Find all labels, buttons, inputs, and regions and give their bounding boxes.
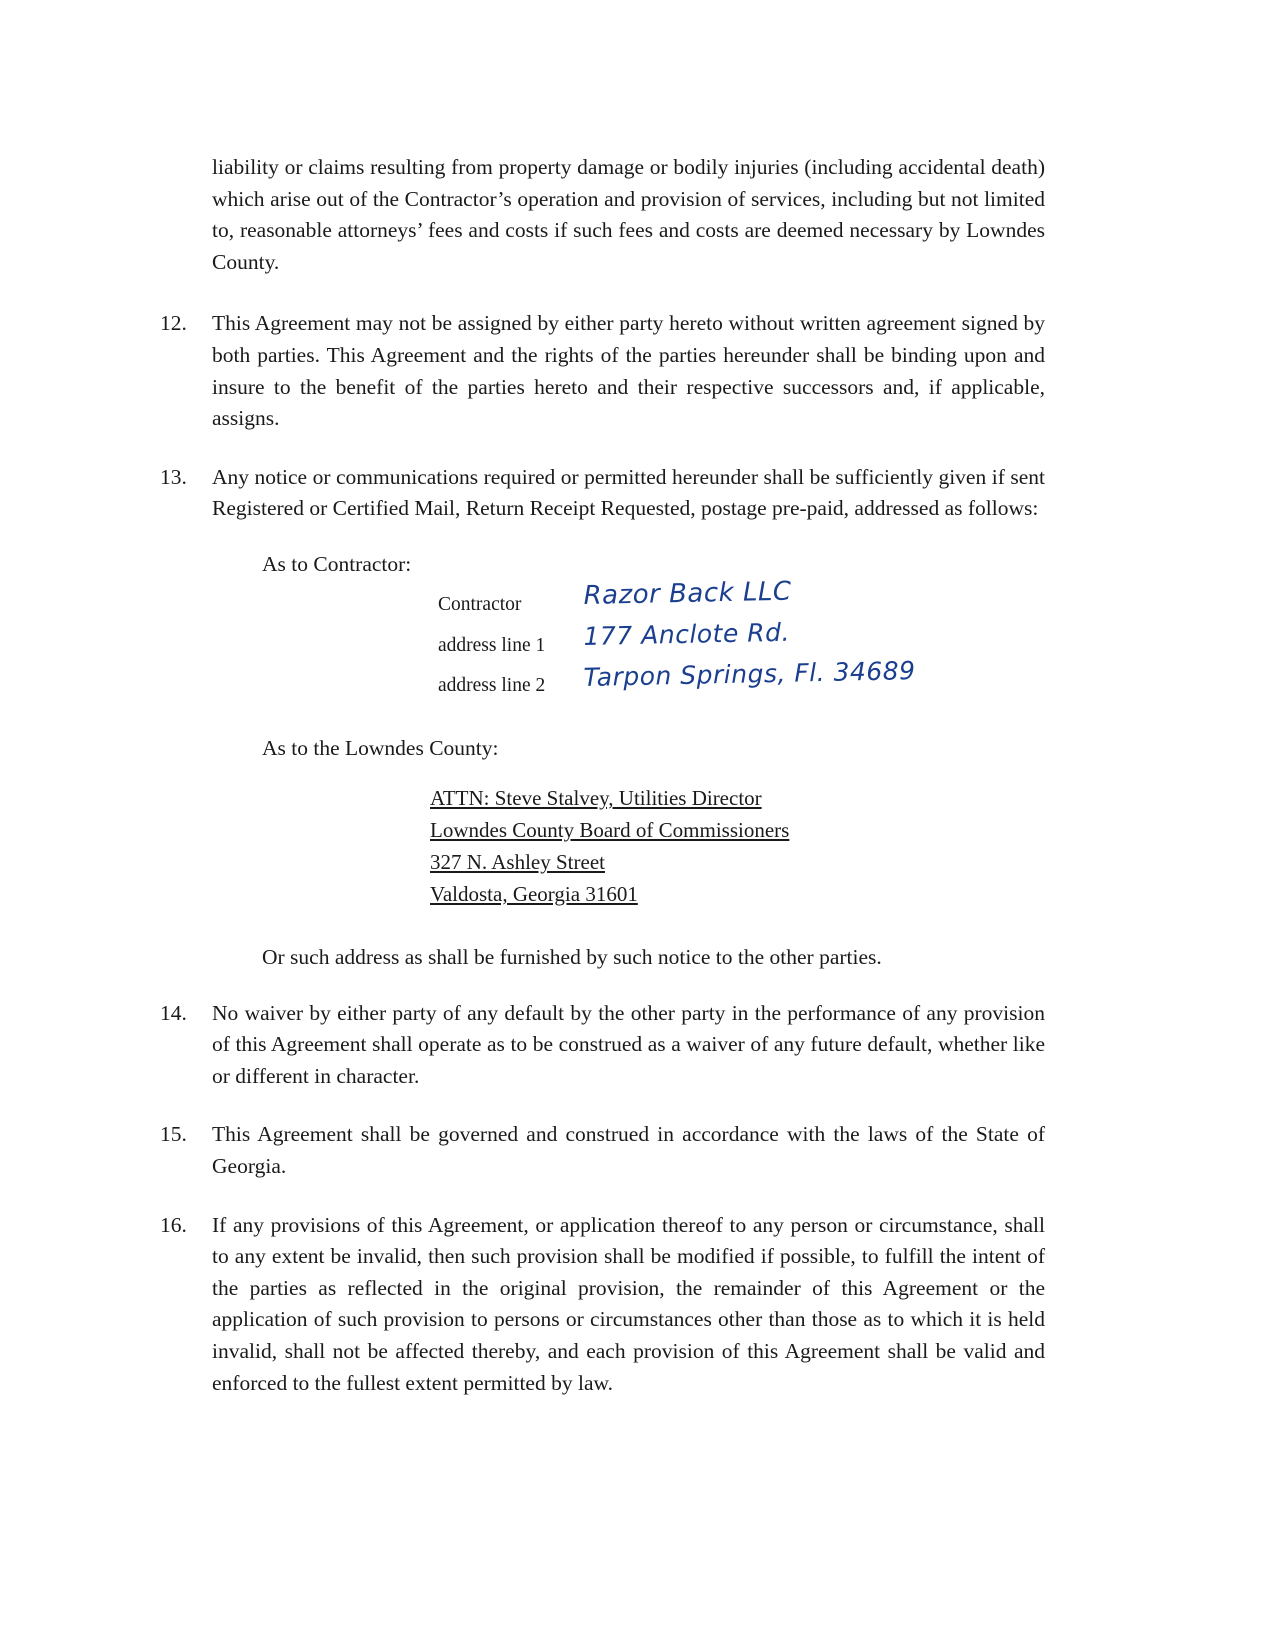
address-line-2-value: Tarpon Springs, Fl. 34689 <box>583 655 916 692</box>
clause-number: 12. <box>160 311 187 336</box>
county-address-block <box>430 783 1045 911</box>
clause-15 <box>160 1119 1045 1182</box>
county-address-line: ATTN: Steve Stalvey, Utilities Director <box>430 786 762 811</box>
address-line-1-value: 177 Anclote Rd. <box>583 617 791 652</box>
notice-closing: Or such address as shall be furnished by such notice to the other parties. <box>262 944 882 969</box>
clause-text: Any notice or communications required or permitted hereunder shall be sufficiently given if sent Registered or Certified Mail, Return Receipt Requested, postage pre-paid, addressed as follows: <box>212 464 1045 521</box>
clause-number: 13. <box>160 464 187 489</box>
clause-text: If any provisions of this Agreement, or application thereof to any person or circumstance, shall to any extent be invalid, then such provision shall be modified if possible, to fulfill the intent of the parties as reflected in the original provision, the remainder of this Agreement or the application of such provision to persons or circumstances other than those as to which it is held invalid, shall not be affected thereby, and each provision of this Agreement shall be valid and enforced to the fullest extent permitted by law. <box>212 1212 1045 1395</box>
clause-text: This Agreement shall be governed and construed in accordance with the laws of the State of Georgia. <box>212 1122 1045 1179</box>
contractor-name-label: Contractor <box>438 594 522 616</box>
clause-text: This Agreement may not be assigned by either party hereto without written agreement signed by both parties. This Agreement and the rights of the parties hereunder shall be binding upon and insure to the benefit of the parties hereto and their respective successors and, if applicable, assigns. <box>212 311 1045 431</box>
clause-13 <box>160 462 1045 525</box>
clause-number: 14. <box>160 1000 187 1025</box>
address-line-1-label: address line 1 <box>438 634 546 656</box>
contractor-fields <box>438 576 1045 702</box>
address-line-2-label: address line 2 <box>438 675 546 697</box>
clause-text: No waiver by either party of any default by the other party in the performance of any provision of this Agreement shall operate as to be construed as a waiver of any future default, whether like or different in character. <box>212 1000 1045 1088</box>
document-body <box>160 152 1045 1426</box>
lead-paragraph: liability or claims resulting from property damage or bodily injuries (including accidental death) which arise out of the Contractor’s operation and provision of services, including but not limited to, reasonable attorneys’ fees and costs if such fees and costs are deemed necessary by Lowndes County. <box>212 155 1045 274</box>
clause-14 <box>160 998 1045 1093</box>
county-address-line: 327 N. Ashley Street <box>430 849 605 874</box>
address-line-2-row <box>438 655 1045 703</box>
as-to-county-heading: As to the Lowndes County: <box>262 736 499 761</box>
clause-number: 16. <box>160 1212 187 1237</box>
county-address-line: Valdosta, Georgia 31601 <box>430 881 638 906</box>
clause-number: 15. <box>160 1122 187 1147</box>
clause-12 <box>160 308 1045 434</box>
as-to-contractor-heading: As to Contractor: <box>262 551 412 576</box>
contractor-name-value: Razor Back LLC <box>583 576 792 611</box>
clause-16 <box>160 1210 1045 1400</box>
county-address-line: Lowndes County Board of Commissioners <box>430 817 790 842</box>
